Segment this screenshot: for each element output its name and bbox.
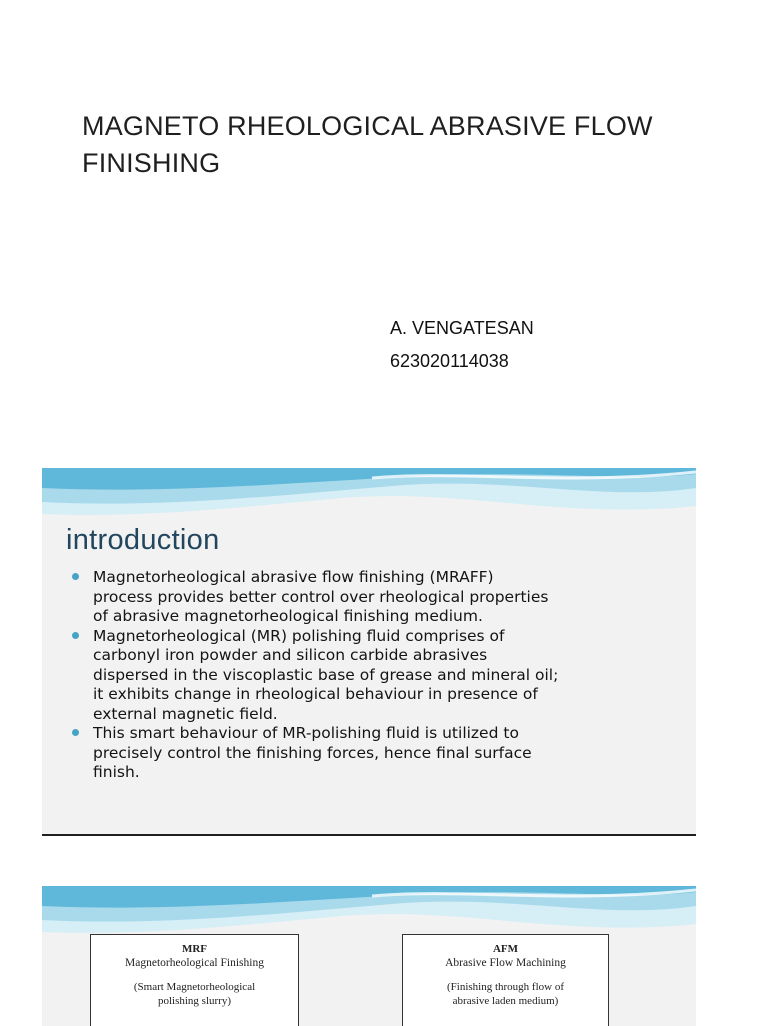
bullet-line: process provides better control over rheological properties bbox=[93, 587, 549, 606]
slide-heading: introduction bbox=[66, 524, 220, 556]
afm-description bbox=[403, 980, 608, 1008]
author-id: 623020114038 bbox=[390, 351, 509, 371]
introduction-slide bbox=[42, 468, 696, 836]
bullet-line: it exhibits change in rheological behaviour in presence of bbox=[93, 685, 538, 703]
bullet-line: of abrasive magnetorheological finishing medium. bbox=[93, 607, 483, 625]
afm-desc-line: abrasive laden medium) bbox=[452, 995, 559, 1007]
mrf-box bbox=[90, 934, 299, 1026]
title-line-2: FINISHING bbox=[82, 148, 221, 178]
bullet-line: external magnetic field. bbox=[93, 704, 278, 723]
afm-title: AFM bbox=[492, 943, 519, 955]
slide-header-wave bbox=[42, 468, 696, 528]
bullet-item bbox=[72, 568, 684, 627]
bullet-line: finish. bbox=[93, 763, 140, 781]
afm-box bbox=[402, 934, 609, 1026]
mrf-desc-line: (Smart Magnetorheological bbox=[133, 981, 256, 993]
bullet-dot-icon bbox=[72, 729, 79, 736]
afm-subtitle: Abrasive Flow Machining bbox=[445, 957, 566, 969]
author-block bbox=[390, 312, 534, 378]
afm-desc-line: (Finishing through flow of bbox=[446, 981, 565, 993]
bullet-dot-icon bbox=[72, 573, 79, 580]
bullet-line: precisely control the finishing forces, hence final surface bbox=[93, 743, 532, 762]
bullet-line: carbonyl iron powder and silicon carbide abrasives bbox=[93, 646, 488, 664]
mrf-desc-line: polishing slurry) bbox=[157, 995, 232, 1007]
mrf-title: MRF bbox=[181, 943, 208, 955]
author-name: A. VENGATESAN bbox=[390, 318, 534, 338]
bullet-line: dispersed in the viscoplastic base of grease and mineral oil; bbox=[93, 665, 559, 684]
bullet-item bbox=[72, 627, 684, 725]
bullet-item bbox=[72, 724, 684, 783]
title-line-1: MAGNETO RHEOLOGICAL ABRASIVE FLOW bbox=[82, 111, 653, 141]
bullet-list bbox=[72, 568, 684, 783]
comparison-slide bbox=[42, 886, 696, 1026]
bullet-line: Magnetorheological (MR) polishing fluid comprises of bbox=[93, 626, 505, 645]
bullet-line: Magnetorheological abrasive flow finishing (MRAFF) bbox=[93, 568, 494, 586]
mrf-subtitle: Magnetorheological Finishing bbox=[125, 957, 264, 969]
mrf-description bbox=[91, 980, 298, 1008]
bullet-dot-icon bbox=[72, 632, 79, 639]
bullet-line: This smart behaviour of MR-polishing fluid is utilized to bbox=[93, 724, 519, 742]
document-title bbox=[82, 108, 722, 182]
